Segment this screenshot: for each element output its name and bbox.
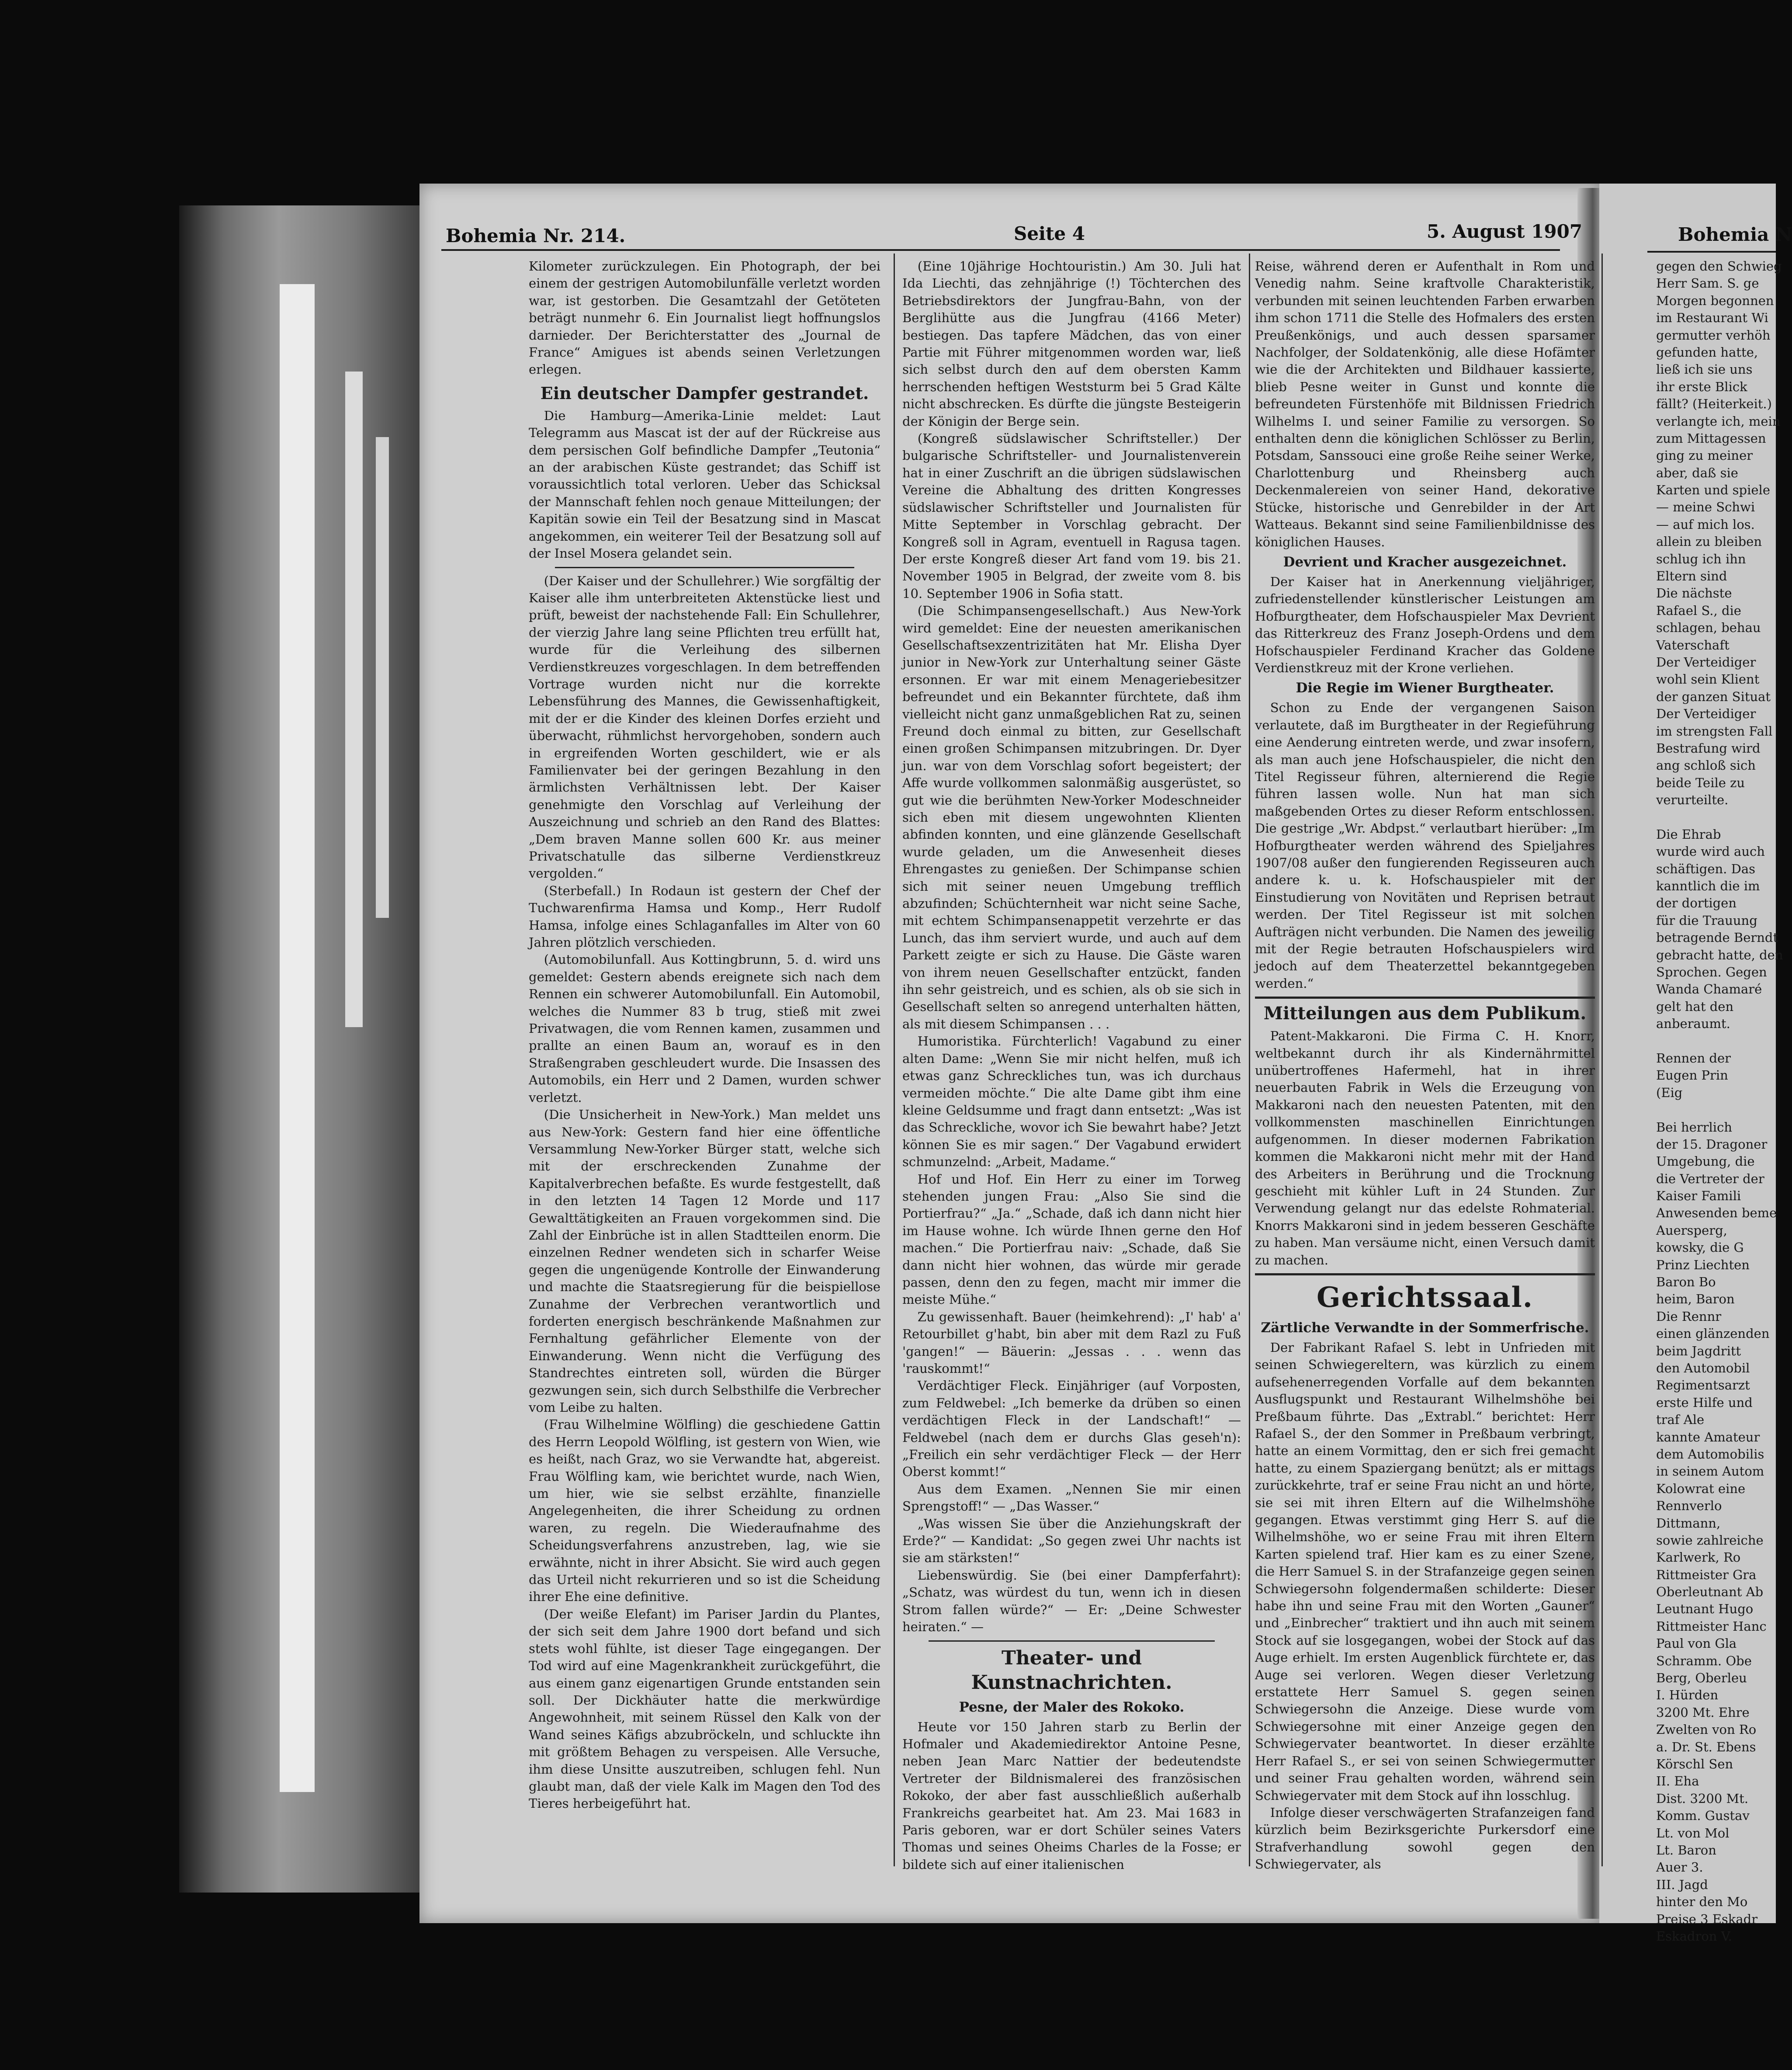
fragment-line: gefunden hatte, <box>1656 344 1758 360</box>
fragment-line: Komm. Gustav <box>1656 1808 1750 1823</box>
fragment-line: a. Dr. St. Ebens <box>1656 1739 1756 1754</box>
fragment-line: Bei herrlich <box>1656 1119 1732 1135</box>
fragment-line: Kolowrat eine <box>1656 1481 1746 1496</box>
fragment-line: traf Ale <box>1656 1412 1705 1427</box>
column-4-fragments <box>1656 258 1783 1944</box>
fragment-line: im Restaurant Wi <box>1656 310 1768 326</box>
col3-heading: Devrient und Kracher ausgezeichnet. <box>1283 554 1567 570</box>
col2-article: Heute vor 150 Jahren starb zu Berlin der Hofmaler und Akademiedirektor Antoine Pesne, neben Jean Marc Nattier der bedeutendste Vertreter der Bildnismalerei des französischen Rokoko, der aber fast ausschließlich außerhalb Frankreichs gearbeitet hat. Am 23. Mai 1683 in Paris geboren, war er dort Schüler seines Vaters Thomas und seines Oheims Charles de la Fosse; er bildete sich auf einer italienischen <box>902 1719 1241 1872</box>
fragment-line: der 15. Dragoner <box>1656 1136 1768 1152</box>
col3-article: Schon zu Ende der vergangenen Saison verlautete, daß im Burgtheater in der Regieführung eine Aenderung eintreten werde, und zwar insofern, als man auch jene Hofschauspieler, die nicht den Titel Regisseur führen, alternierend die Regie führen lassen wolle. Nun hat man sich maßgebenden Ortes zu dieser Reform entschlossen. Die gestrige „Wr. Abdpst.“ verlautbart hierüber: „Im Hofburgtheater werden während des Spieljahres 1907/08 außer den fungierenden Regisseuren auch andere k. u. k. Hofschauspieler mit der Einstudierung von Novitäten und Reprisen betraut werden. Der Titel Regisseur ist mit solchen Aufträgen nicht verbunden. Die Namen des jeweilig mit der Regie betrauten Hofschauspielers wird jedoch auf dem Theaterzettel bekanntgegeben werden.“ <box>1255 700 1595 991</box>
fragment-line: Dittmann, <box>1656 1515 1721 1531</box>
fragment-line: Auer 3. <box>1656 1860 1703 1875</box>
fragment-line: III. Jagd <box>1656 1877 1708 1892</box>
col1-article: (Sterbefall.) In Rodaun ist gestern der Chef der Tuchwarenfirma Hamsa und Komp., Herr Rudolf Hamsa, infolge eines Schlaganfalles im Alter von 60 Jahren plötzlich verschieden. <box>529 883 880 950</box>
column-rule-2 <box>1249 254 1250 1866</box>
fragment-line: Sprochen. Gegen <box>1656 965 1767 980</box>
header-left: Bohemia Nr. 214. <box>446 225 626 247</box>
fragment-line: erste Hilfe und <box>1656 1395 1753 1410</box>
fragment-line: Wanda Chamaré <box>1656 982 1762 997</box>
col3-article: Infolge dieser verschwägerten Strafanzeigen fand kürzlich beim Bezirksgerichte Purkersdorf eine Strafverhandlung sowohl gegen den Schwiegervater, als <box>1255 1805 1595 1872</box>
fragment-line: Rennverlo <box>1656 1498 1722 1514</box>
col2-article: (Eine 10jährige Hochtouristin.) Am 30. Juli hat Ida Liechti, das zehnjährige (!) Töchterchen des Betriebsdirektors der Jungfrau-Bahn, von der Berglihütte aus die Jungfrau (4166 Meter) bestiegen. Das tapfere Mädchen, das von einer Partie mit Führer mitgenommen worden war, ließ sich selbst durch den auf dem obersten Kamm herrschenden heftigen Weststurm bei 5 Grad Kälte nicht abschrecken. Es dürfte die jüngste Besteigerin der Königin der Berge sein. <box>902 259 1241 429</box>
fragment-line: II. Eha <box>1656 1774 1699 1789</box>
column-3 <box>1255 258 1595 1872</box>
separator <box>555 567 854 568</box>
header-center: Seite 4 <box>1014 223 1085 244</box>
col3-article: Der Fabrikant Rafael S. lebt in Unfrieden mit seinen Schwiegereltern, was kürzlich zu einem aufsehenerregenden Vorfalle auf dem bekannten Ausflugspunkt und Restaurant Wilhelmshöhe bei Preßbaum führte. Das „Extrabl.“ berichtet: Herr Rafael S., der den Sommer in Preßbaum verbringt, hatte an einem Vormittag, den er sich frei gemacht hatte, zu einem Spaziergang benützt; als er mittags zurückkehrte, traf er seine Frau nicht an und hörte, sie sei mit ihren Eltern auf die Wilhelmshöhe gegangen. Etwas verstimmt ging Herr S. auf die Wilhelmshöhe, wo er seine Frau mit ihren Eltern Karten spielend traf. Hier kam es zu einer Szene, die Herr Samuel S. in der Strafanzeige gegen seinen Schwiegersohn folgendermaßen schilderte: Dieser habe ihn und seine Frau mit den Worten „Gauner“ und „Einbrecher“ traktiert und ihn auch mit seinem Stock auf sie losgegangen, wobei der Stock auf das Auge erhielt. Im ersten Augenblick fürchtete er, das Auge sei verloren. Wegen dieser Verletzung erstattete Herr Samuel S. gegen seinen Schwiegersohn die Anzeige. Diese wurde vom Schwiegersohne mit einer Anzeige gegen den Schwiegervater beantwortet. In dieser erzählte Herr Rafael S., er sei von seinen Schwiegermutter und seiner Frau gehalten worden, während sein Schwiegervater mit dem Stock auf ihn losschlug. <box>1255 1340 1595 1803</box>
fragment-line: ging zu meiner <box>1656 448 1753 463</box>
column-2 <box>902 258 1241 1872</box>
col1-heading: Ein deutscher Dampfer gestrandet. <box>540 383 869 403</box>
fragment-line: Oberleutnant Ab <box>1656 1584 1764 1600</box>
fragment-line: I. Hürden <box>1656 1688 1719 1703</box>
fragment-line: Dist. 3200 Mt. <box>1656 1791 1749 1806</box>
fragment-line: wohl sein Klient <box>1656 672 1760 687</box>
fragment-line: Kaiser Famili <box>1656 1188 1741 1204</box>
fragment-line: Eltern sind <box>1656 569 1727 584</box>
fragment-line: Eugen Prin <box>1656 1068 1728 1083</box>
col3-section-heading: Mitteilungen aus dem Publikum. <box>1263 1003 1587 1024</box>
fragment-line <box>1656 1101 1776 1118</box>
col3-article: Patent-Makkaroni. Die Firma C. H. Knorr, weltbekannt durch ihr als Kindernährmittel unübertroffenes Hafermehl, hat in ihrer neuerbauten Fabrik in Wels die Erzeugung von Makkaroni nach den neuesten Patenten, mit den vollkommensten maschinellen Einrichtungen aufgenommen. In dieser modernen Fabrikation kommen die Makkaroni nicht mehr mit der Hand des Arbeiters in Berührung und die Trocknung geschieht mit kühler Luft in 24 Stunden. Zur Verwendung gelangt nur das edelste Rohmaterial. Knorrs Makkaroni sind in jedem besseren Geschäfte zu haben. Man versäume nicht, einen Versuch damit zu machen. <box>1255 1028 1595 1268</box>
header-rule <box>441 249 1560 251</box>
fragment-line: Auersperg, <box>1656 1223 1727 1238</box>
fragment-line: — meine Schwi <box>1656 500 1755 515</box>
fragment-line: Lt. Baron <box>1656 1842 1716 1858</box>
fragment-line: Morgen begonnen <box>1656 293 1774 308</box>
fragment-line: Preise 3 Eskadr <box>1656 1911 1758 1927</box>
fragment-line: Schramm. Obe <box>1656 1653 1752 1668</box>
fragment-line: Die nächste <box>1656 586 1732 601</box>
col1-article: (Die Unsicherheit in New-York.) Man meldet uns aus New-York: Gestern fand hier eine öffentliche Versammlung New-Yorker Bürger statt, welche sich mit der erschreckenden Zunahme der Kapitalverbrechen befaßte. Es wurde festgestellt, daß in den letzten 14 Tagen 12 Morde und 117 Gewalttätigkeiten an Frauen vorgekommen sind. Die Zahl der Einbrüche ist in allen Stadtteilen enorm. Die einzelnen Redner wendeten sich in scharfer Weise gegen die ungenügende Kontrolle der Einwanderung und machte die Staatsregierung für die beispiellose Zunahme der Verbrechen verantwortlich und forderten energisch beschränkende Maßnahmen zur Fernhaltung gefährlicher Elemente von der Einwanderung. Wenn nicht die Verfügung des Standrechtes eintreten soll, würden die Bürger gezwungen sein, sich durch Selbsthilfe die Verbrecher vom Leibe zu halten. <box>529 1107 880 1415</box>
fragment-line: allein zu bleiben <box>1656 534 1762 549</box>
fragment-line: schlagen, behau <box>1656 620 1761 636</box>
fragment-line: Prinz Liechten <box>1656 1257 1750 1272</box>
fragment-line: Leutnant Hugo <box>1656 1601 1754 1617</box>
fragment-line: im strengsten Fall <box>1656 723 1773 739</box>
col2-article: Aus dem Examen. „Nennen Sie mir einen Sprengstoff!“ — „Das Wasser.“ <box>902 1481 1241 1514</box>
page-edge-tabs <box>280 284 328 1792</box>
column-rule-1 <box>894 254 895 1866</box>
column-1 <box>529 258 880 1862</box>
header-rule-right <box>1647 251 1776 253</box>
fragment-line: für die Trauung <box>1656 913 1757 928</box>
col1-article: Die Hamburg—Amerika-Linie meldet: Laut Telegramm aus Mascat ist der auf der Rückreise aus dem persischen Golf befindliche Dampfer „Teutonia“ an der arabischen Küste gestrandet; das Schiff ist voraussichtlich total verloren. Ueber das Schicksal der Mannschaft fehlen noch genaue Mitteilungen; der Kapitän sowie ein Teil der Besatzung sind in Mascat angekommen, ein weiterer Teil der Besatzung soll auf der Insel Mosera gelandet sein. <box>529 408 880 561</box>
fragment-line: Vaterschaft <box>1656 637 1730 653</box>
fragment-line <box>1656 809 1776 826</box>
header-right-page: Bohemia N <box>1678 224 1792 245</box>
col1-article: (Automobilunfall. Aus Kottingbrunn, 5. d. wird uns gemeldet: Gestern abends ereignete sich nach dem Rennen ein schwerer Automobilunfall. Ein Automobil, welches die Nummer 83 b trug, stieß mit zwei Privatwagen, die vom Rennen kamen, zusammen und prallte an einen Baum an, worauf es in den Straßengraben geschleudert wurde. Die Insassen des Automobils, ein Herr und 2 Damen, wurden schwer verletzt. <box>529 952 880 1105</box>
fragment-line: germutter verhöh <box>1656 327 1771 343</box>
col2-article: (Die Schimpansengesellschaft.) Aus New-York wird gemeldet: Eine der neuesten amerikanischen Gesellschaftsexzentrizitäten hat Mr. Elisha Dyer junior in New-York zur Unterhaltung seiner Gäste ersonnen. Er war mit einem Menageriebesitzer befreundet und ein Bekannter fürchtete, daß ihm vielleicht nicht ganz unmaßgeblichen Rat zu, seinen Freund doch einmal zu bitten, zur Gesellschaft einen großen Schimpansen mitzubringen. Dr. Dyer jun. war von dem Vorschlag sofort begeistert; der Affe wurde vollkommen salonmäßig ausgerüstet, so gut wie die berühmten New-Yorker Modeschneider sich eben mit diesem ungewohnten Klienten abfinden konnten, und eine glänzende Gesellschaft wurde geladen, um die Anwesenheit dieses Ehrengastes zu genießen. Der Schimpanse schien sich mit seiner neuen Umgebung trefflich abzufinden; Schüchternheit war nicht seine Sache, mit echtem Schimpansenappetit verzehrte er das Lunch, das ihm serviert wurde, und auch auf dem Parkett zeigte er sich zu Hause. Die Gäste waren von ihrem neuen Gesellschafter entzückt, fanden ihn sehr geistreich, und es schien, als ob sie sich in Gesellschaft selten so anregend unterhalten hätten, als mit diesem Schimpansen . . . <box>902 603 1241 1032</box>
fragment-line: schäftigen. Das <box>1656 861 1756 876</box>
fragment-line: sowie zahlreiche <box>1656 1532 1764 1548</box>
fragment-line <box>1656 1033 1776 1050</box>
fragment-line: der ganzen Situat <box>1656 689 1771 704</box>
fragment-line: kowsky, die G <box>1656 1240 1744 1255</box>
fragment-line: ließ ich sie uns <box>1656 362 1753 377</box>
fragment-line: einen glänzenden <box>1656 1326 1770 1341</box>
fragment-line: Bestrafung wird <box>1656 740 1761 756</box>
col3-article: Reise, während deren er Aufenthalt in Rom und Venedig nahm. Seine kraftvolle Charakteristik, verbunden mit seinen leuchtenden Farben erwarben ihm schon 1711 die Stelle des Hofmalers des ersten Preußenkönigs, und auch dessen sparsamer Nachfolger, der Soldatenkönig, alle diese Hofämter wie die der Architekten und Bildhauer kassierte, blieb Pesne weiter in Gunst und konnte die befreundeten Fürstenhöfe mit Bildnissen Friedrich Wilhelms I. und seiner Familie zu versorgen. So enthalten denn die königlichen Schlösser zu Berlin, Potsdam, Sanssouci eine große Reihe seiner Werke, Charlottenburg und Rheinsberg auch Deckenmalereien von seiner Hand, dekorative Stücke, historische und Genrebilder in der Art Watteaus. Bekannt sind seine Familienbildnisse des königlichen Hauses. <box>1255 259 1595 549</box>
fragment-line: beide Teile zu <box>1656 775 1745 790</box>
separator <box>929 1640 1215 1642</box>
fragment-line: hinter den Mo <box>1656 1894 1748 1910</box>
fragment-line: die Vertreter der <box>1656 1171 1764 1186</box>
fragment-line: Baron Bo <box>1656 1275 1716 1290</box>
fragment-line: aber, daß sie <box>1656 465 1738 480</box>
col1-intro: Kilometer zurückzulegen. Ein Photograph, der bei einem der gestrigen Automobilunfälle verletzt worden war, ist gestorben. Die Gesamtzahl der Getöteten beträgt nunmehr 6. Ein Journalist liegt hoffnungslos darnieder. Der Berichterstatter des „Journal de France“ Amigues ist abends seinen Verletzungen erlegen. <box>529 259 880 377</box>
col3-subheading: Zärtliche Verwandte in der Sommerfrische. <box>1261 1320 1589 1336</box>
fragment-line: heim, Baron <box>1656 1292 1735 1307</box>
fragment-line: beim Jagdritt <box>1656 1343 1741 1358</box>
fragment-line: ang schloß sich <box>1656 758 1756 773</box>
fragment-line: — auf mich los. <box>1656 517 1755 532</box>
col2-article: Hof und Hof. Ein Herr zu einer im Torweg stehenden jungen Frau: „Also Sie sind die Portierfrau?“ „Ja.“ „Schade, daß ich dann nicht hier im Hause wohne. Ich würde Ihnen gerne den Hof machen.“ Die Portierfrau naiv: „Schade, daß Sie dann nicht hier wohnen, das würde mir gerade passen, denn den zu fegen, macht mir immer die meiste Mühe.“ <box>902 1171 1241 1307</box>
fragment-line: Karlwerk, Ro <box>1656 1550 1741 1565</box>
separator <box>1255 1273 1595 1275</box>
fragment-line: Rittmeister Gra <box>1656 1567 1757 1582</box>
fragment-line: (Eig <box>1656 1085 1683 1100</box>
fragment-line: Lt. von Mol <box>1656 1825 1730 1841</box>
fragment-line: verurteilte. <box>1656 792 1729 808</box>
fragment-line: Zwelten von Ro <box>1656 1722 1757 1737</box>
fragment-line: in seinem Autom <box>1656 1464 1764 1479</box>
col2-article: Zu gewissenhaft. Bauer (heimkehrend): „I' hab' a' Retourbillet g'habt, bin aber mit dem Razl zu Fuß 'gangen!“ — Bäuerin: „Jessas . . . wenn das 'rauskommt!“ <box>902 1309 1241 1376</box>
col2-section-heading: Theater- und Kunstnachrichten. <box>971 1646 1172 1694</box>
col3-heading: Die Regie im Wiener Burgtheater. <box>1296 680 1554 696</box>
fragment-line: dem Automobilis <box>1656 1446 1764 1462</box>
col1-article: (Der weiße Elefant) im Pariser Jardin du Plantes, der sich seit dem Jahre 1900 dort befand und sich stets wohl fühlte, ist dieser Tage eingegangen. Der Tod wird auf eine Magenkrankheit zurückgeführt, die aus einem ganz eigenartigen Grunde entstanden sein soll. Der Dickhäuter hatte die merkwürdige Angewohnheit, mit seinem Rüssel den Kalk von der Wand seines Käfigs abzubröckeln, und schluckte ihn mit größtem Behagen zu verspeisen. Alle Versuche, ihm diese Unsitte auszutreiben, schlugen fehl. Nun glaubt man, daß der viele Kalk im Magen den Tod des Tieres herbeigeführt hat. <box>529 1606 880 1811</box>
fragment-line: Die Rennr <box>1656 1309 1722 1324</box>
fragment-line: den Automobil <box>1656 1361 1750 1375</box>
fragment-line: zum Mittagessen <box>1656 431 1766 446</box>
fragment-line: Karten und spiele <box>1656 483 1770 498</box>
col1-article: (Der Kaiser und der Schullehrer.) Wie sorgfältig der Kaiser alle ihm unterbreiteten Aktenstücke liest und prüft, beweist der nachstehende Fall: Ein Schullehrer, der vierzig Jahre lang seine Pflichten treu erfüllt hat, wurde für die Verleihung des silbernen Verdienstkreuzes vorgeschlagen. In dem betreffenden Vortrage wurden nicht nur die korrekte Lebensführung des Mannes, die Gewissenhaftigkeit, mit der er die Kinder des kleinen Dorfes erzieht und überwacht, rühmlichst hervorgehoben, sondern auch in ergreifenden Worten geschildert, wie er als Familienvater bei der geringen Bezahlung in den ärmlichsten Verhältnissen lebt. Der Kaiser genehmigte den Vorschlag auf Verleihung der Auszeichnung und schrieb an den Rand des Blattes: „Dem braven Manne sollen 600 Kr. aus meiner Privatschatulle das silberne Verdienstkreuz vergolden.“ <box>529 573 880 881</box>
column-rule-3 <box>1601 254 1603 1866</box>
fragment-line: schlug ich ihn <box>1656 551 1746 566</box>
fragment-line: Rennen der <box>1656 1050 1731 1066</box>
fragment-line: verlangte ich, mein <box>1656 413 1781 429</box>
col3-section-heading: Gerichtssaal. <box>1316 1281 1534 1314</box>
fragment-line: Paul von Gla <box>1656 1636 1737 1651</box>
fragment-line: anberaumt. <box>1656 1016 1730 1032</box>
fragment-line: gegen den Schwieg <box>1656 259 1782 274</box>
fragment-line: 3200 Mt. Ehre <box>1656 1705 1750 1720</box>
col3-article: Der Kaiser hat in Anerkennung vieljähriger, zufriedenstellender künstlerischer Leistungen am Hofburgtheater, dem Hofschauspieler Max Devrient das Ritterkreuz des Franz Joseph-Ordens und dem Hofschauspieler Ferdinand Kracher das Goldene Verdienstkreuz mit der Krone verliehen. <box>1255 574 1595 675</box>
fragment-line: Rafael S., die <box>1656 603 1741 618</box>
separator <box>1255 997 1595 999</box>
fragment-line: der dortigen <box>1656 896 1737 911</box>
fragment-line: Rittmeister Hanc <box>1656 1618 1767 1634</box>
fragment-line: Körschl Sen <box>1656 1756 1733 1771</box>
fragment-line: Regimentsarzt <box>1656 1378 1750 1393</box>
col2-subheading: Pesne, der Maler des Rokoko. <box>959 1699 1185 1715</box>
col2-article: Humoristika. Fürchterlich! Vagabund zu einer alten Dame: „Wenn Sie mir nicht helfen, muß ich etwas ganz Schreckliches tun, was ich durchaus vermeiden möchte.“ Die alte Dame gibt ihm eine kleine Geldsumme und fragt dann entsetzt: „Was ist das Schreckliche, wovor ich Sie bewahrt habe? Jetzt können Sie es mir sagen.“ Der Vagabund erwidert schmunzelnd: „Arbeit, Madame.“ <box>902 1034 1241 1170</box>
fragment-line: kanntlich die im <box>1656 879 1760 894</box>
fragment-line: ihr erste Blick <box>1656 379 1747 394</box>
col1-article: (Frau Wilhelmine Wölfling) die geschiedene Gattin des Herrn Leopold Wölfling, ist gestern von Wien, wie es heißt, nach Graz, wo sie Verwandte hat, abgereist. Frau Wölfling kam, wie berichtet wurde, nach Wien, um hier, wie sie selbst erzählte, finanzielle Angelegenheiten, die ihrer Scheidung zu ordnen waren, zu regeln. Die Wiederaufnahme des Scheidungsverfahrens anzustreben, lag, wie sie erwähnte, nicht in ihrer Absicht. Sie wird auch gegen das Urteil nicht rekurrieren und so ist die Scheidung ihrer Ehe eine definitive. <box>529 1417 880 1605</box>
fragment-line: Eskadron V. <box>1656 1928 1732 1944</box>
header-right: 5. August 1907 <box>1427 221 1583 242</box>
col2-article: (Kongreß südslawischer Schriftsteller.) Der bulgarische Schriftsteller- und Journalistenverein hat in einer Zuschrift an die übrigen südslawischen Vereine die Abhaltung des dritten Kongresses südslawischer Schriftsteller und Journalisten für Mitte September in Vorschlag gebracht. Der Kongreß soll in Agram, eventuell in Ragusa tagen. Der erste Kongreß dieser Art fand vom 19. bis 21. November 1905 in Belgrad, der zweite vom 8. bis 10. September 1906 in Sofia statt. <box>902 431 1241 601</box>
fragment-line: Herr Sam. S. ge <box>1656 276 1759 291</box>
col2-article: Verdächtiger Fleck. Einjähriger (auf Vorposten, zum Feldwebel: „Ich bemerke da drüben so einen verdächtigen Fleck in der Landschaft!“ — Feldwebel (nach dem er durchs Glas geseh'n): „Freilich ein sehr verdächtiger Fleck — der Herr Oberst kommt!“ <box>902 1378 1241 1480</box>
fragment-line: Umgebung, die <box>1656 1154 1755 1169</box>
fragment-line: betragende Berndt <box>1656 930 1778 945</box>
fragment-line: gebracht hatte, den <box>1656 947 1783 962</box>
col2-article: „Was wissen Sie über die Anziehungskraft der Erde?“ — Kandidat: „So gegen zwei Uhr nachts ist sie am stärksten!“ <box>902 1516 1241 1566</box>
fragment-line: fällt? (Heiterkeit.) <box>1656 396 1772 412</box>
fragment-line: Die Ehrab <box>1656 827 1721 842</box>
col2-article: Liebenswürdig. Sie (bei einer Dampferfahrt): „Schatz, was würdest du tun, wenn ich in diesen Strom fallen würde?“ — Er: „Deine Schwester heiraten.“ — <box>902 1567 1241 1635</box>
fragment-line: kannte Amateur <box>1656 1429 1760 1445</box>
fragment-line: wurde wird auch <box>1656 844 1765 859</box>
fragment-line: Der Verteidiger <box>1656 654 1756 670</box>
fragment-line: Anwesenden beme <box>1656 1205 1777 1221</box>
fragment-line: Der Verteidiger <box>1656 706 1756 722</box>
fragment-line: gelt hat den <box>1656 999 1734 1014</box>
fragment-line: Berg, Oberleu <box>1656 1671 1747 1686</box>
